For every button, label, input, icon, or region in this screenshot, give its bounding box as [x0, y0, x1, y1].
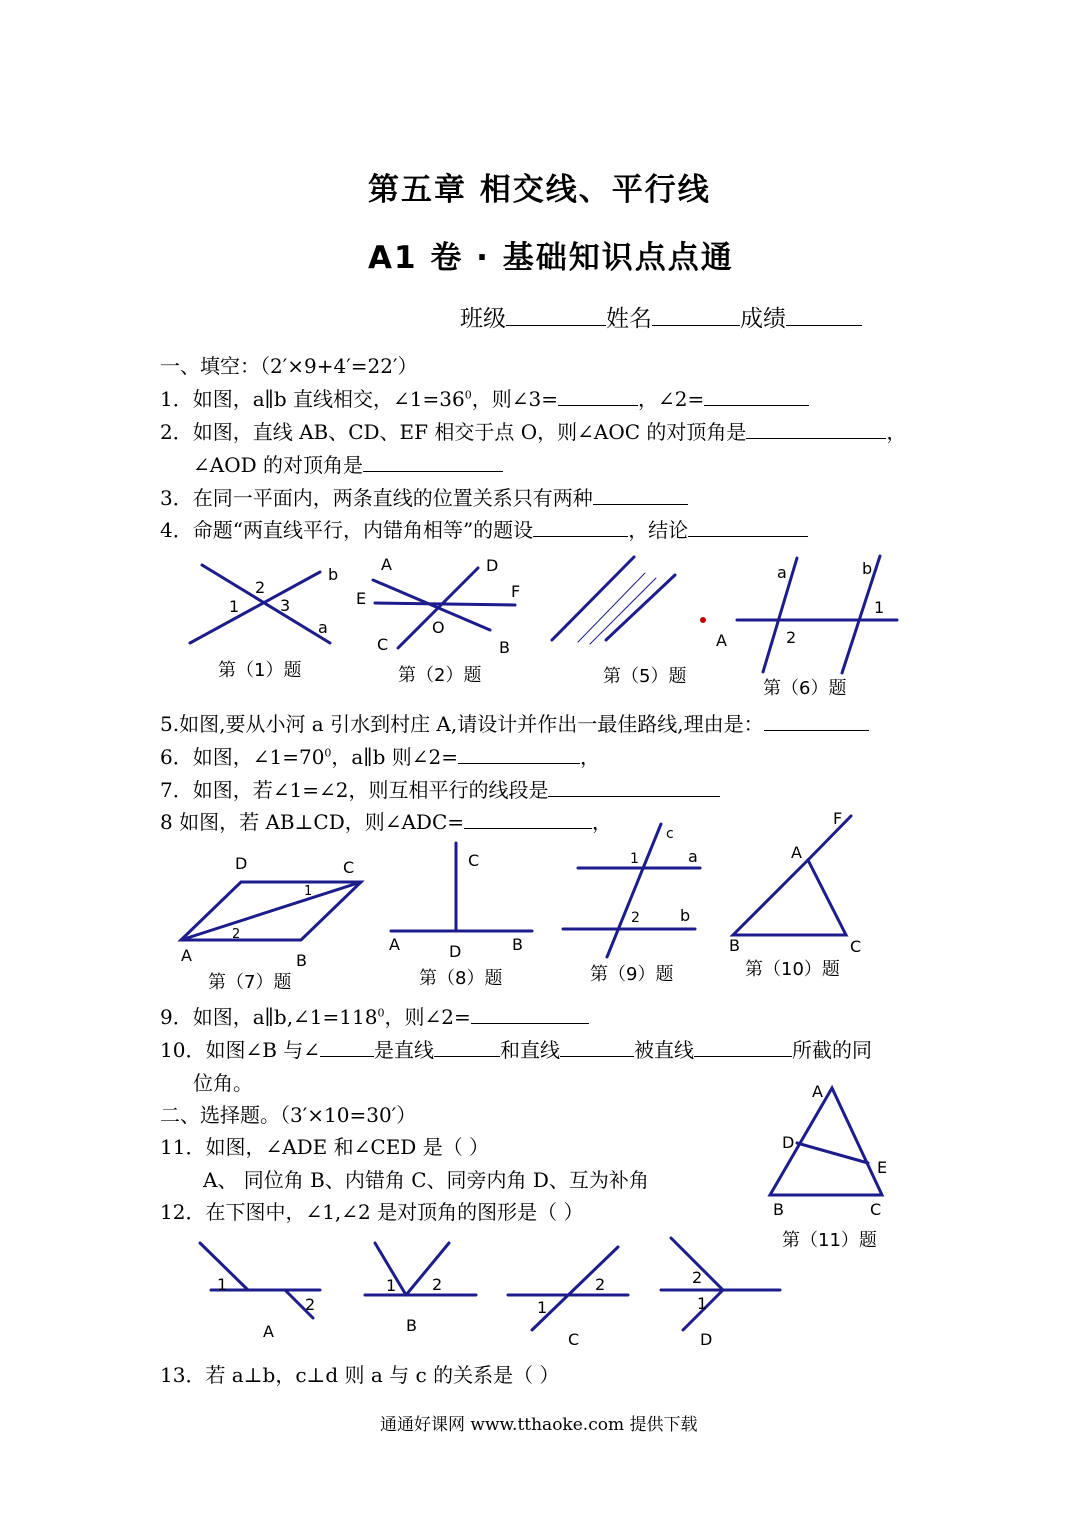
question-2: 2．如图，直线 AB、CD、EF 相交于点 O，则∠AOC 的对顶角是 ， — [160, 420, 907, 444]
question-5: 5.如图,要从小河 a 引水到村庄 A,请设计并作出一最佳路线,理由是： — [160, 708, 869, 737]
svg-text:1: 1 — [697, 1294, 708, 1313]
class-label: 班级 — [460, 306, 506, 332]
figure-12-a — [200, 1243, 320, 1341]
svg-text:1: 1 — [630, 851, 639, 867]
caption-figure-8: 第（8）题 — [419, 968, 503, 989]
svg-text:O: O — [432, 618, 445, 637]
footer: 通通好课网 www.tthaoke.com 提供下载 — [380, 1415, 698, 1435]
question-2-cont: ∠AOD 的对顶角是 — [193, 449, 503, 478]
svg-text:D: D — [486, 556, 499, 575]
figure-2 — [356, 555, 520, 686]
svg-text:1: 1 — [874, 598, 885, 617]
svg-text:b: b — [680, 906, 691, 925]
svg-text:D: D — [235, 854, 248, 873]
svg-text:1: 1 — [229, 597, 240, 616]
svg-text:1: 1 — [537, 1298, 548, 1317]
caption-figure-10: 第（10）题 — [745, 959, 840, 980]
figure-7 — [181, 854, 361, 993]
svg-text:E: E — [356, 589, 367, 608]
svg-text:2: 2 — [255, 578, 266, 597]
figure-6 — [737, 556, 897, 699]
figure-5 — [552, 557, 727, 687]
svg-text:b: b — [328, 565, 339, 584]
svg-text:D: D — [449, 942, 462, 961]
svg-text:1: 1 — [217, 1275, 228, 1294]
page-title: 第五章 相交线、平行线 — [368, 172, 711, 208]
score-label: 成绩 — [740, 306, 786, 332]
svg-text:a: a — [777, 563, 787, 582]
figure-12-c — [508, 1247, 628, 1349]
svg-text:A: A — [791, 843, 802, 862]
caption-figure-9: 第（9）题 — [590, 964, 674, 985]
svg-text:3: 3 — [280, 596, 291, 615]
svg-text:B: B — [499, 638, 510, 657]
svg-text:A: A — [181, 946, 192, 965]
svg-text:a: a — [688, 847, 698, 866]
svg-text:B: B — [512, 935, 523, 954]
svg-text:A: A — [716, 631, 727, 650]
svg-text:a: a — [318, 618, 328, 637]
svg-text:C: C — [870, 1200, 882, 1219]
question-11-options: A、 同位角 B、内错角 C、同旁内角 D、互为补角 — [203, 1168, 649, 1192]
caption-figure-7: 第（7）题 — [208, 972, 292, 993]
svg-text:E: E — [877, 1158, 888, 1177]
svg-text:2: 2 — [595, 1275, 606, 1294]
svg-text:A: A — [812, 1082, 823, 1101]
question-13: 13．若 a⊥b，c⊥d 则 a 与 c 的关系是（ ） — [160, 1363, 560, 1387]
question-3: 3．在同一平面内，两条直线的位置关系只有两种 — [160, 482, 688, 511]
question-4: 4．命题“两直线平行，内错角相等”的题设 ，结论 — [160, 514, 808, 543]
svg-text:C: C — [568, 1330, 580, 1349]
caption-figure-11: 第（11）题 — [782, 1230, 877, 1251]
section-2-heading: 二、选择题。（3′×10=30′） — [160, 1103, 417, 1127]
svg-text:B: B — [773, 1200, 784, 1219]
question-12: 12．在下图中，∠1,∠2 是对顶角的图形是（ ） — [160, 1200, 584, 1224]
question-7: 7．如图，若∠1=∠2，则互相平行的线段是 — [160, 774, 720, 803]
svg-text:b: b — [862, 559, 873, 578]
svg-text:1: 1 — [386, 1276, 397, 1295]
figure-1 — [190, 565, 338, 681]
svg-text:2: 2 — [786, 628, 797, 647]
svg-text:A: A — [381, 555, 392, 574]
svg-text:B: B — [729, 936, 740, 955]
point-a-village — [700, 617, 706, 623]
figure-12-d — [661, 1238, 780, 1349]
svg-text:B: B — [406, 1316, 417, 1335]
svg-text:2: 2 — [232, 927, 241, 942]
figure-8 — [389, 843, 532, 989]
page-subtitle: A1 卷 · 基础知识点点通 — [368, 240, 734, 276]
question-1: 1．如图，a∥b 直线相交，$\angle 1=36^0$，则∠3= ，∠2= — [160, 383, 809, 412]
caption-figure-1: 第（1）题 — [218, 660, 302, 681]
svg-text:C: C — [377, 635, 389, 654]
svg-text:B: B — [296, 951, 307, 970]
question-11: 11．如图，∠ADE 和∠CED 是（ ） — [160, 1135, 490, 1159]
svg-text:2: 2 — [631, 910, 640, 926]
svg-text:2: 2 — [305, 1295, 316, 1314]
figure-10 — [729, 809, 861, 980]
svg-text:A: A — [389, 935, 400, 954]
caption-figure-6: 第（6）题 — [763, 678, 847, 699]
figure-11 — [770, 1082, 887, 1251]
question-6: 6．如图，$\angle 1=70^0$，a∥b 则∠2= ， — [160, 745, 600, 769]
svg-text:1: 1 — [304, 884, 313, 899]
name-label: 姓名 — [606, 306, 652, 332]
figure-12-b — [365, 1243, 476, 1335]
svg-text:2: 2 — [692, 1268, 703, 1287]
caption-figure-5: 第（5）题 — [603, 666, 687, 687]
svg-text:C: C — [850, 937, 862, 956]
section-1-heading: 一、填空：（2′×9+4′=22′） — [160, 354, 418, 378]
caption-figure-2: 第（2）题 — [398, 665, 482, 686]
svg-text:C: C — [468, 851, 480, 870]
svg-text:D: D — [700, 1330, 713, 1349]
question-9: 9．如图，$a\parallel b,\angle 1=118^0$，则∠2= — [160, 1001, 589, 1030]
figure-9 — [563, 824, 700, 985]
question-10-cont: 位角。 — [193, 1071, 253, 1095]
question-10: 10．如图∠B 与∠ 是直线 和直线 被直线 所截的同 — [160, 1038, 873, 1062]
question-8: 8 如图，若 AB⊥CD，则∠ADC= ， — [160, 810, 613, 834]
svg-text:c: c — [666, 826, 674, 842]
svg-text:F: F — [833, 809, 843, 828]
svg-text:D: D — [782, 1133, 795, 1152]
svg-text:C: C — [343, 858, 355, 877]
svg-text:2: 2 — [432, 1275, 443, 1294]
svg-text:A: A — [263, 1322, 274, 1341]
svg-text:F: F — [511, 582, 521, 601]
